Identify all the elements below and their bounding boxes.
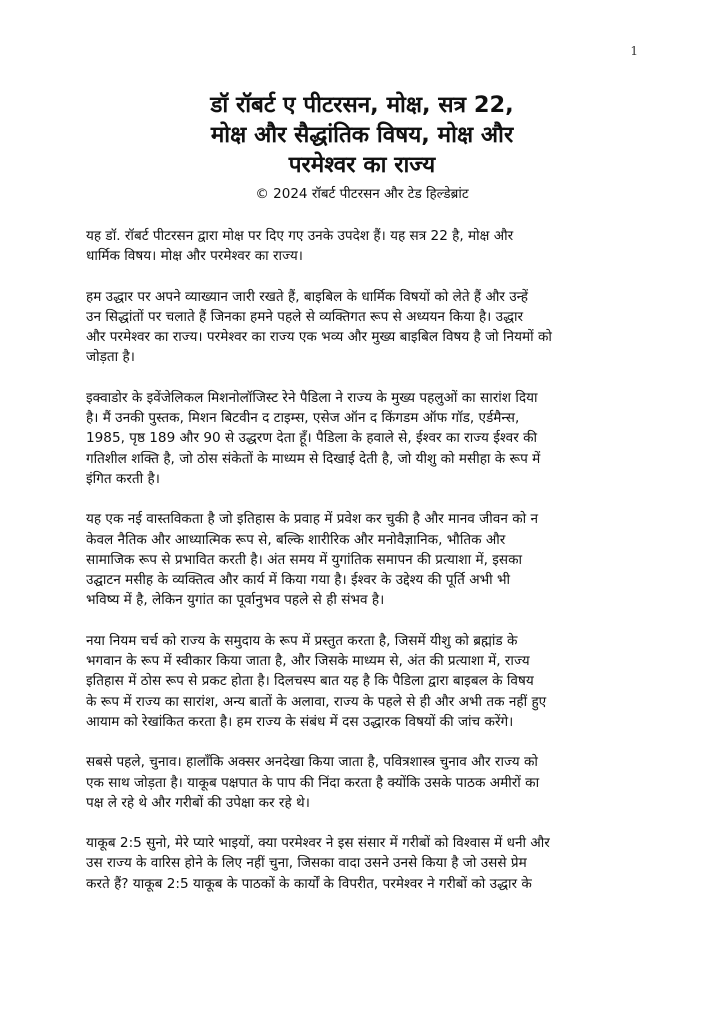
text-line: आयाम को रेखांकित करता है। हम राज्य के संबंध में दस उद्धारक विषयों की जांच करेंगे।: [86, 713, 514, 730]
text-line: करते हैं? याकूब 2:5 याकूब के पाठकों के कार्यों के विपरीत, परमेश्वर ने गरीबों को उद्धार के: [86, 875, 532, 892]
text-line: हम उद्धार पर अपने व्याख्यान जारी रखते हैं, बाइबिल के धार्मिक विषयों को लेते हैं और उन्हें: [86, 288, 528, 305]
text-line: एक साथ जोड़ता है। याकूब पक्षपात के पाप की निंदा करता है क्योंकि उसके पाठक अमीरों का: [86, 774, 540, 791]
paragraph: [86, 833, 642, 894]
text-line: केवल नैतिक और आध्यात्मिक रूप से, बल्कि शारीरिक और मनोवैज्ञानिक, भौतिक और: [86, 531, 506, 548]
text-line: उन सिद्धांतों पर चलाते हैं जिनका हमने पहले से व्यक्तिगत रूप से अध्ययन किया है। उद्धार: [86, 308, 524, 325]
text-line: धार्मिक विषय। मोक्ष और परमेश्वर का राज्य।: [86, 248, 303, 265]
paragraph: [86, 226, 642, 267]
text-line: 1985, पृष्ठ 189 और 90 से उद्धरण देता हूँ। पैडिला के हवाले से, ईश्वर का राज्य ईश्वर की: [86, 430, 538, 447]
page-number: 1: [630, 44, 638, 58]
text-line: यह एक नई वास्तविकता है जो इतिहास के प्रवाह में प्रवेश कर चुकी है और मानव जीवन को न: [86, 511, 539, 528]
text-line: इंगित करती है।: [86, 470, 160, 487]
document-body: [86, 226, 642, 914]
text-line: भगवान के रूप में स्वीकार किया जाता है, और जिसके माध्यम से, अंत की प्रत्याशा में, राज्य: [86, 653, 530, 670]
paragraph: [86, 631, 642, 732]
title-line: मोक्ष और सैद्धांतिक विषय, मोक्ष और: [210, 122, 514, 148]
text-line: उस राज्य के वारिस होने के लिए नहीं चुना, जिसका वादा उसने उनसे किया है जो उससे प्रेम: [86, 855, 527, 872]
text-line: जोड़ता है।: [86, 349, 135, 366]
paragraph: [86, 388, 642, 489]
title-line: डॉ रॉबर्ट ए पीटरसन, मोक्ष, सत्र 22,: [210, 92, 514, 118]
paragraph: [86, 509, 642, 610]
text-line: उद्घाटन मसीह के व्यक्तित्व और कार्य में किया गया है। ईश्वर के उद्देश्य की पूर्ति अभी भी: [86, 572, 511, 589]
text-line: नया नियम चर्च को राज्य के समुदाय के रूप में प्रस्तुत करता है, जिसमें यीशु को ब्रह्मांड के: [86, 632, 518, 649]
paragraph: [86, 287, 642, 368]
text-line: इक्वाडोर के इवेंजेलिकल मिशनोलॉजिस्ट रेने पैडिला ने राज्य के मुख्य पहलुओं का सारांश दिया: [86, 389, 538, 406]
title-line: परमेश्वर का राज्य: [288, 152, 436, 178]
text-line: और परमेश्वर का राज्य। परमेश्वर का राज्य एक भव्य और मुख्य बाइबिल विषय है जो नियमों को: [86, 329, 552, 346]
text-line: सामाजिक रूप से प्रभावित करती है। अंत समय में युगांतिक समापन की प्रत्याशा में, इसका: [86, 551, 523, 568]
title-block: [86, 90, 638, 204]
text-line: इतिहास में ठोस रूप से प्रकट होता है। दिलचस्प बात यह है कि पैडिला द्वारा बाइबल के विषय: [86, 673, 534, 690]
copyright-notice: © 2024 रॉबर्ट पीटरसन और टेड हिल्डेब्रांट: [255, 186, 469, 202]
text-line: याकूब 2:5 सुनो, मेरे प्यारे भाइयों, क्या परमेश्वर ने इस संसार में गरीबों को विश्वास में धनी और: [86, 835, 550, 852]
text-line: पक्ष ले रहे थे और गरीबों की उपेक्षा कर रहे थे।: [86, 794, 310, 811]
text-line: भविष्य में है, लेकिन युगांत का पूर्वानुभव पहले से ही संभव है।: [86, 592, 385, 609]
text-line: सबसे पहले, चुनाव। हालाँकि अक्सर अनदेखा किया जाता है, पवित्रशास्त्र चुनाव और राज्य को: [86, 754, 538, 771]
paragraph: [86, 752, 642, 813]
text-line: गतिशील शक्ति है, जो ठोस संकेतों के माध्यम से दिखाई देती है, जो यीशु को मसीहा के रूप में: [86, 450, 541, 467]
text-line: के रूप में राज्य का सारांश, अन्य बातों के अलावा, राज्य के पहले से ही और अभी तक नहीं हुए: [86, 693, 547, 710]
text-line: है। मैं उनकी पुस्तक, मिशन बिटवीन द टाइम्स, एसेज ऑन द किंगडम ऑफ गॉड, एर्डमैन्स,: [86, 410, 520, 427]
text-line: यह डॉ. रॉबर्ट पीटरसन द्वारा मोक्ष पर दिए गए उनके उपदेश हैं। यह सत्र 22 है, मोक्ष और: [86, 228, 514, 244]
